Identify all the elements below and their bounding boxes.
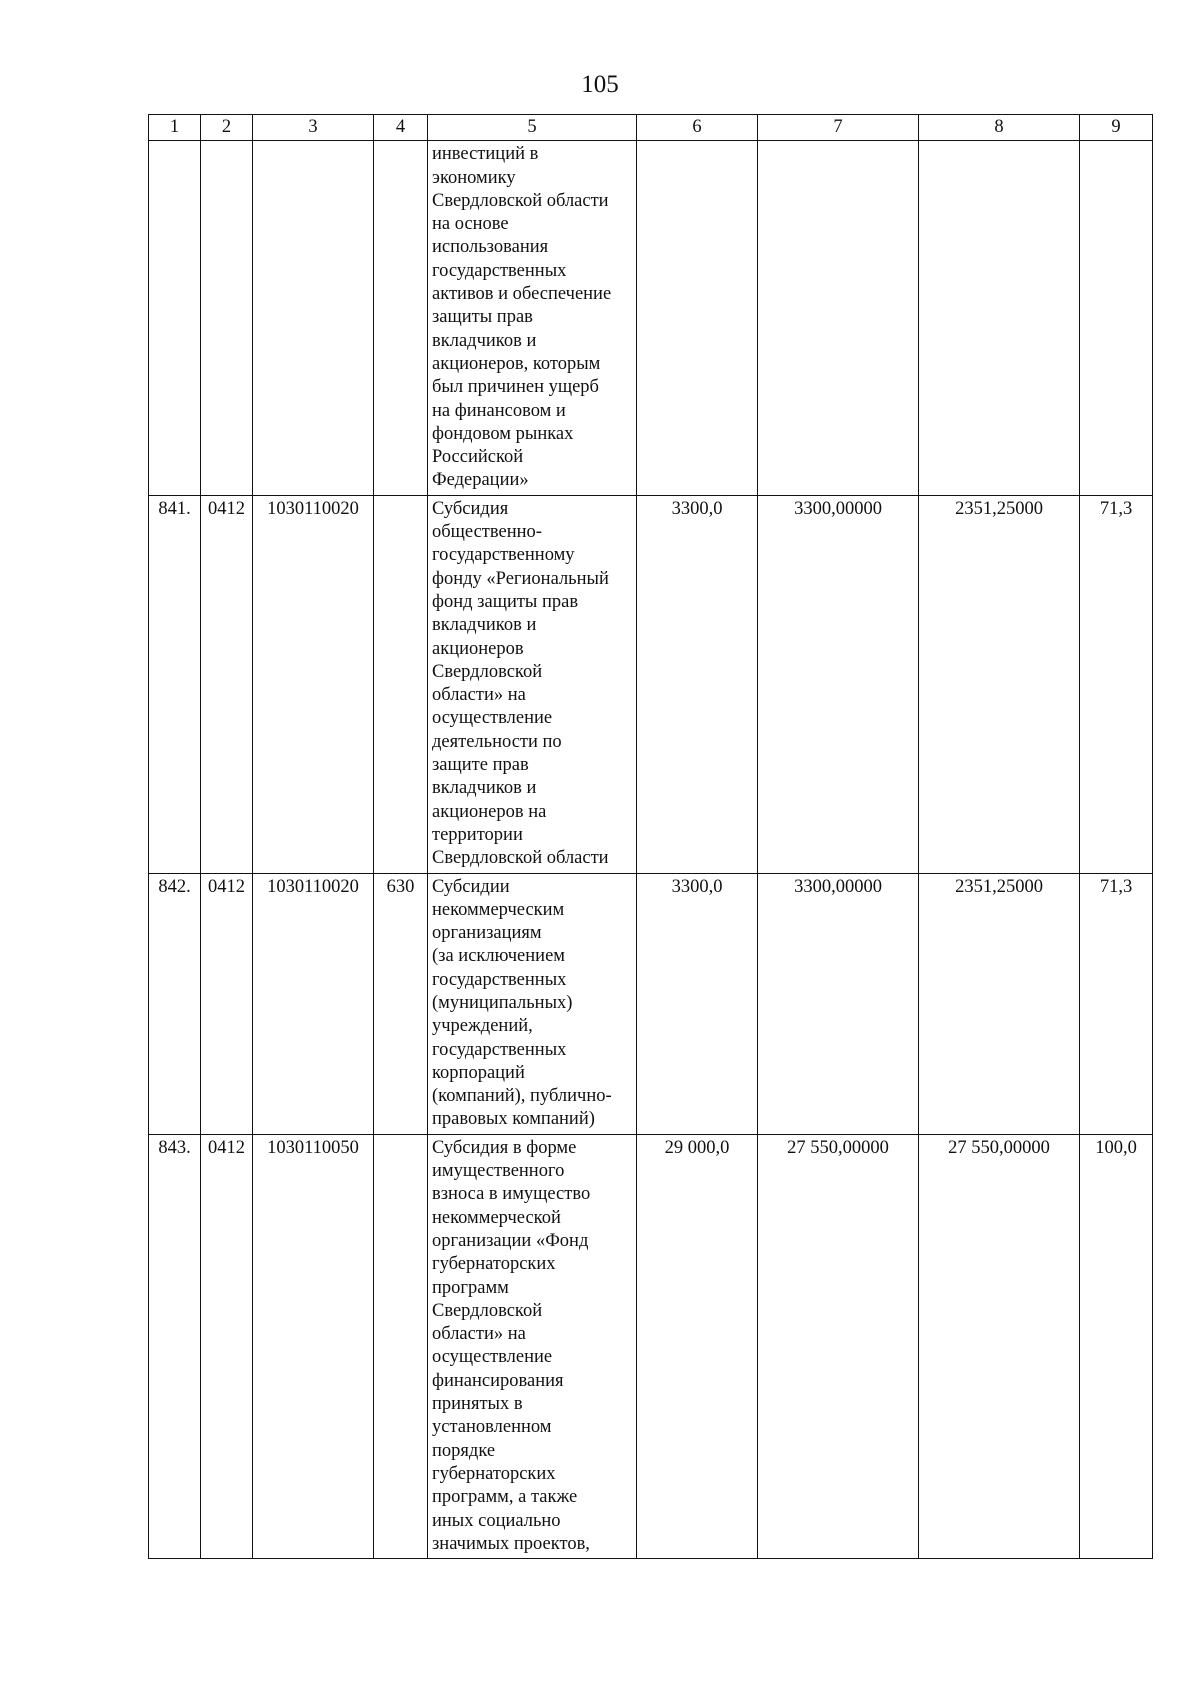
target-code-cell: 1030110020: [253, 495, 374, 873]
description-line: принятых в: [432, 1394, 523, 1415]
description-line: государственных: [432, 1039, 567, 1060]
executed-amount-cell: 2351,25000: [919, 495, 1080, 873]
target-code-cell: 1030110050: [253, 1134, 374, 1558]
description-line: Субсидия: [432, 498, 509, 519]
description-line: экономику: [432, 167, 516, 188]
description-line: Субсидия в форме: [432, 1137, 577, 1158]
description-line: вкладчиков и: [432, 615, 537, 636]
description-line: (за исключением: [432, 946, 565, 967]
description-line: вкладчиков и: [432, 778, 537, 799]
description-line: Свердловской области: [432, 848, 609, 869]
description-line: правовых компаний): [432, 1109, 595, 1130]
description-line: инвестиций в: [432, 144, 539, 165]
column-header: 3: [253, 115, 374, 141]
description-line: активов и обеспечение: [432, 284, 612, 305]
description-line: области» на: [432, 1324, 526, 1345]
expense-type-cell: 630: [374, 873, 428, 1134]
description-line: Свердловской области: [432, 190, 609, 211]
description-line: финансирования: [432, 1370, 564, 1391]
column-header: 9: [1080, 115, 1153, 141]
description-line: губернаторских: [432, 1254, 556, 1275]
description-line: (муниципальных): [432, 992, 573, 1013]
description-line: защите прав: [432, 755, 529, 776]
expense-type-cell: [374, 141, 428, 495]
description-line: акционеров: [432, 638, 524, 659]
planned-amount-cell: 27 550,00000: [758, 1134, 919, 1558]
section-code-cell: [201, 141, 253, 495]
description-line: имущественного: [432, 1161, 565, 1182]
column-header: 7: [758, 115, 919, 141]
row-number-cell: 841.: [149, 495, 201, 873]
description-line: государственных: [432, 969, 567, 990]
description-line: фонду «Региональный: [432, 568, 609, 589]
description-line: губернаторских: [432, 1463, 556, 1484]
description-line: территории: [432, 824, 523, 845]
table-header-row: [149, 115, 1153, 141]
description-line: Федерации»: [432, 470, 529, 491]
description-line: области» на: [432, 685, 526, 706]
description-line: некоммерческим: [432, 899, 565, 920]
description-line: акционеров, которым: [432, 353, 601, 374]
description-line: (компаний), публично-: [432, 1086, 612, 1107]
description-line: программ: [432, 1277, 509, 1298]
column-header: 2: [201, 115, 253, 141]
description-line: Субсидии: [432, 876, 510, 897]
table-row: [149, 1134, 1153, 1558]
description-line: Российской: [432, 447, 524, 468]
description-line: иных социально: [432, 1510, 561, 1531]
column-header: 8: [919, 115, 1080, 141]
approved-amount-cell: 3300,0: [637, 495, 758, 873]
description-line: государственному: [432, 545, 575, 566]
table-row: [149, 141, 1153, 495]
planned-amount-cell: 3300,00000: [758, 495, 919, 873]
row-number-cell: 842.: [149, 873, 201, 1134]
description-line: организации «Фонд: [432, 1230, 589, 1251]
description-cell: [428, 1134, 637, 1558]
description-cell: [428, 495, 637, 873]
description-cell: [428, 873, 637, 1134]
approved-amount-cell: 3300,0: [637, 873, 758, 1134]
execution-percent-cell: 71,3: [1080, 873, 1153, 1134]
description-line: государственных: [432, 260, 567, 281]
approved-amount-cell: 29 000,0: [637, 1134, 758, 1558]
approved-amount-cell: [637, 141, 758, 495]
description-line: порядке: [432, 1440, 496, 1461]
execution-percent-cell: [1080, 141, 1153, 495]
planned-amount-cell: [758, 141, 919, 495]
expense-type-cell: [374, 495, 428, 873]
row-number-cell: [149, 141, 201, 495]
description-line: Свердловской: [432, 1300, 543, 1321]
executed-amount-cell: 2351,25000: [919, 873, 1080, 1134]
description-line: установленном: [432, 1417, 552, 1438]
column-header: 5: [428, 115, 637, 141]
column-header: 4: [374, 115, 428, 141]
description-line: был причинен ущерб: [432, 377, 599, 398]
section-code-cell: 0412: [201, 495, 253, 873]
description-cell: [428, 141, 637, 495]
description-line: фонд защиты прав: [432, 591, 579, 612]
description-line: защиты прав: [432, 307, 533, 328]
description-line: использования: [432, 237, 549, 258]
description-line: некоммерческой: [432, 1207, 561, 1228]
description-line: на финансовом и: [432, 400, 566, 421]
description-line: на основе: [432, 214, 509, 235]
execution-percent-cell: 71,3: [1080, 495, 1153, 873]
description-line: деятельности по: [432, 731, 562, 752]
description-line: осуществление: [432, 708, 553, 729]
description-line: Свердловской: [432, 661, 543, 682]
description-line: общественно-: [432, 522, 542, 543]
target-code-cell: [253, 141, 374, 495]
description-line: корпораций: [432, 1062, 525, 1083]
description-line: акционеров на: [432, 801, 547, 822]
planned-amount-cell: 3300,00000: [758, 873, 919, 1134]
table-row: [149, 873, 1153, 1134]
column-header: 6: [637, 115, 758, 141]
section-code-cell: 0412: [201, 873, 253, 1134]
budget-table: [148, 114, 1153, 1559]
description-line: значимых проектов,: [432, 1533, 590, 1554]
description-line: осуществление: [432, 1347, 553, 1368]
page-number: 105: [581, 71, 619, 98]
description-line: взноса в имущество: [432, 1184, 591, 1205]
row-number-cell: 843.: [149, 1134, 201, 1558]
executed-amount-cell: 27 550,00000: [919, 1134, 1080, 1558]
expense-type-cell: [374, 1134, 428, 1558]
execution-percent-cell: 100,0: [1080, 1134, 1153, 1558]
target-code-cell: 1030110020: [253, 873, 374, 1134]
description-line: учреждений,: [432, 1016, 533, 1037]
column-header: 1: [149, 115, 201, 141]
description-line: программ, а также: [432, 1487, 578, 1508]
table-row: [149, 495, 1153, 873]
section-code-cell: 0412: [201, 1134, 253, 1558]
description-line: организациям: [432, 923, 542, 944]
executed-amount-cell: [919, 141, 1080, 495]
description-line: фондовом рынках: [432, 423, 574, 444]
description-line: вкладчиков и: [432, 330, 537, 351]
